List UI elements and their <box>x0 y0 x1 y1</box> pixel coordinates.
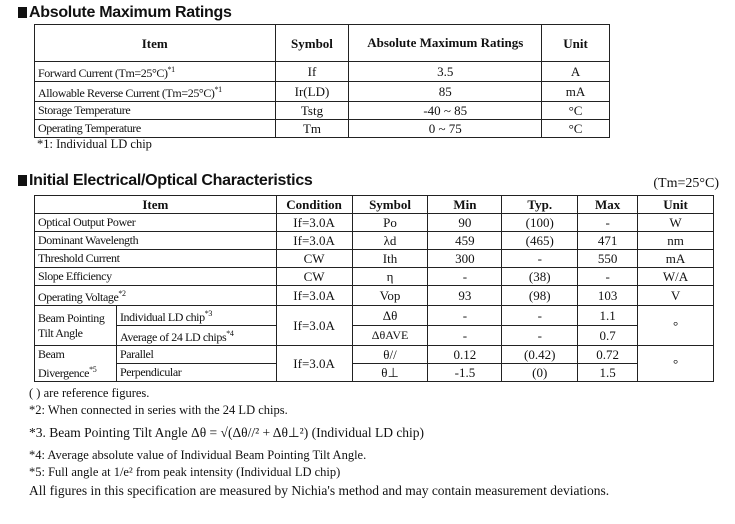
ieo-section-title <box>18 172 313 190</box>
ieo-unit-cell: W <box>638 214 714 232</box>
ieo-symbol-cell: Vop <box>352 286 428 306</box>
footnote-mark: *1 <box>214 85 222 94</box>
footnote-mark: *3 <box>204 309 212 318</box>
tilt-max-cell: 1.1 <box>578 306 638 326</box>
amr-value-cell: 3.5 <box>349 62 542 82</box>
amr-symbol-cell: Tstg <box>275 102 349 120</box>
ieo-min-cell: 300 <box>428 250 502 268</box>
footnote-mark: *1 <box>167 65 175 74</box>
ieo-item-cell: Threshold Current <box>35 250 277 268</box>
amr-unit-cell: °C <box>542 102 610 120</box>
div-typ-cell: (0.42) <box>502 346 578 364</box>
div-label-line2: Divergence <box>38 365 90 380</box>
note-3-formula: *3. Beam Pointing Tilt Angle Δθ = √(Δθ//² + Δθ⊥²) (Individual LD chip) <box>29 425 425 440</box>
note-2: *2: When connected in series with the 24 LD chips. <box>29 403 288 417</box>
div-label-line1: Beam <box>38 346 65 361</box>
amr-item-cell: Storage Temperature <box>35 102 276 120</box>
amr-item-cell <box>35 62 276 82</box>
ieo-item-cell: Dominant Wavelength <box>35 232 277 250</box>
amr-unit-cell: A <box>542 62 610 82</box>
note-5: *5: Full angle at 1/e² from peak intensity (Individual LD chip) <box>29 465 341 479</box>
amr-value-cell: 85 <box>349 82 542 102</box>
ieo-table <box>34 195 714 382</box>
footnote-mark: *5 <box>89 364 97 374</box>
tilt-unit-cell: ° <box>638 306 714 346</box>
ieo-cond-cell: CW <box>276 268 352 286</box>
amr-item-text: Allowable Reverse Current (Tm=25°C) <box>38 86 215 100</box>
note-reference: ( ) are reference figures. <box>29 386 150 400</box>
tilt-sub-item <box>116 306 276 326</box>
ieo-item-cell <box>35 286 277 306</box>
ieo-max-cell: - <box>578 214 638 232</box>
tilt-typ-cell: - <box>502 326 578 346</box>
amr-table <box>34 24 610 138</box>
ieo-typ-cell: - <box>502 250 578 268</box>
div-cond-cell: If=3.0A <box>276 346 352 382</box>
ieo-header-item: Item <box>35 196 277 214</box>
amr-section-title <box>18 4 232 22</box>
ieo-max-cell: 550 <box>578 250 638 268</box>
table-row <box>35 82 610 102</box>
tilt-sub-item <box>116 326 276 346</box>
amr-item-cell: Operating Temperature <box>35 120 276 138</box>
tilt-cond-cell: If=3.0A <box>276 306 352 346</box>
tilt-min-cell: - <box>428 306 502 326</box>
ieo-max-cell: 471 <box>578 232 638 250</box>
amr-symbol-cell: Ir(LD) <box>275 82 349 102</box>
ieo-typ-cell: (465) <box>502 232 578 250</box>
ieo-unit-cell: W/A <box>638 268 714 286</box>
amr-symbol-cell: Tm <box>275 120 349 138</box>
ieo-header-symbol: Symbol <box>352 196 428 214</box>
tilt-min-cell: - <box>428 326 502 346</box>
tilt-label-line1: Beam Pointing <box>38 310 105 325</box>
note-4: *4: Average absolute value of Individual Beam Pointing Tilt Angle. <box>29 448 367 462</box>
ieo-header-unit: Unit <box>638 196 714 214</box>
tilt-sub-text: Average of 24 LD chips <box>119 330 227 344</box>
amr-symbol-cell: If <box>275 62 349 82</box>
ieo-min-cell: - <box>428 268 502 286</box>
amr-item-cell <box>35 82 276 102</box>
ieo-cond-cell: CW <box>276 250 352 268</box>
ieo-unit-cell: nm <box>638 232 714 250</box>
div-group-label <box>35 346 117 382</box>
ieo-symbol-cell: Po <box>352 214 428 232</box>
tilt-typ-cell: - <box>502 306 578 326</box>
ieo-header-max: Max <box>578 196 638 214</box>
table-row <box>35 268 714 286</box>
amr-footnote: *1: Individual LD chip <box>37 137 152 151</box>
tilt-group-label <box>35 306 117 346</box>
amr-header-item: Item <box>35 25 276 62</box>
div-min-cell: 0.12 <box>428 346 502 364</box>
ieo-header-condition: Condition <box>276 196 352 214</box>
amr-unit-cell: mA <box>542 82 610 102</box>
div-min-cell: -1.5 <box>428 364 502 382</box>
table-row <box>35 346 714 364</box>
div-typ-cell: (0) <box>502 364 578 382</box>
ieo-typ-cell: (100) <box>502 214 578 232</box>
ieo-symbol-cell: Ith <box>352 250 428 268</box>
ieo-cond-cell: If=3.0A <box>276 232 352 250</box>
table-row <box>35 326 714 346</box>
table-row <box>35 250 714 268</box>
ieo-min-cell: 459 <box>428 232 502 250</box>
ieo-max-cell: - <box>578 268 638 286</box>
ieo-item-cell: Slope Efficiency <box>35 268 277 286</box>
div-sub-item: Perpendicular <box>116 364 276 382</box>
div-max-cell: 0.72 <box>578 346 638 364</box>
ieo-symbol-cell: λd <box>352 232 428 250</box>
table-row <box>35 120 610 138</box>
div-symbol-cell: θ⊥ <box>352 364 428 382</box>
table-row <box>35 232 714 250</box>
ieo-header-min: Min <box>428 196 502 214</box>
ieo-unit-cell: mA <box>638 250 714 268</box>
ieo-max-cell: 103 <box>578 286 638 306</box>
ieo-title-text: Initial Electrical/Optical Characteristics <box>29 172 313 189</box>
amr-value-cell: 0 ~ 75 <box>349 120 542 138</box>
amr-header-unit: Unit <box>542 25 610 62</box>
table-row <box>35 214 714 232</box>
ieo-min-cell: 93 <box>428 286 502 306</box>
table-row <box>35 102 610 120</box>
tilt-label-line2: Tilt Angle <box>38 325 83 340</box>
amr-unit-cell: °C <box>542 120 610 138</box>
ieo-typ-cell: (98) <box>502 286 578 306</box>
amr-title-text: Absolute Maximum Ratings <box>29 4 232 21</box>
ieo-item-text: Operating Voltage <box>38 290 119 304</box>
amr-item-text: Forward Current (Tm=25°C) <box>38 66 168 80</box>
ieo-typ-cell: (38) <box>502 268 578 286</box>
div-max-cell: 1.5 <box>578 364 638 382</box>
table-row <box>35 306 714 326</box>
table-row <box>35 286 714 306</box>
note-measurement: All figures in this specification are measured by Nichia's method and may contain measurement deviations. <box>29 483 610 498</box>
table-row <box>35 364 714 382</box>
ieo-cond-cell: If=3.0A <box>276 214 352 232</box>
tilt-symbol-cell: Δθ <box>352 306 428 326</box>
div-sub-item: Parallel <box>116 346 276 364</box>
footnote-mark: *2 <box>118 289 126 298</box>
ieo-min-cell: 90 <box>428 214 502 232</box>
ieo-unit-cell: V <box>638 286 714 306</box>
amr-header-symbol: Symbol <box>275 25 349 62</box>
amr-header-ratings: Absolute Maximum Ratings <box>349 25 542 62</box>
bullet-square-icon <box>18 175 27 186</box>
div-unit-cell: ° <box>638 346 714 382</box>
footnote-mark: *4 <box>226 329 234 338</box>
ieo-condition-note: (Tm=25°C) <box>653 176 719 191</box>
amr-value-cell: -40 ~ 85 <box>349 102 542 120</box>
div-symbol-cell: θ// <box>352 346 428 364</box>
ieo-item-cell: Optical Output Power <box>35 214 277 232</box>
table-row <box>35 62 610 82</box>
ieo-symbol-cell: η <box>352 268 428 286</box>
bullet-square-icon <box>18 7 27 18</box>
tilt-max-cell: 0.7 <box>578 326 638 346</box>
tilt-sub-text: Individual LD chip <box>119 310 205 324</box>
ieo-header-typ: Typ. <box>502 196 578 214</box>
ieo-cond-cell: If=3.0A <box>276 286 352 306</box>
tilt-symbol-cell: ΔθAVE <box>352 326 428 346</box>
